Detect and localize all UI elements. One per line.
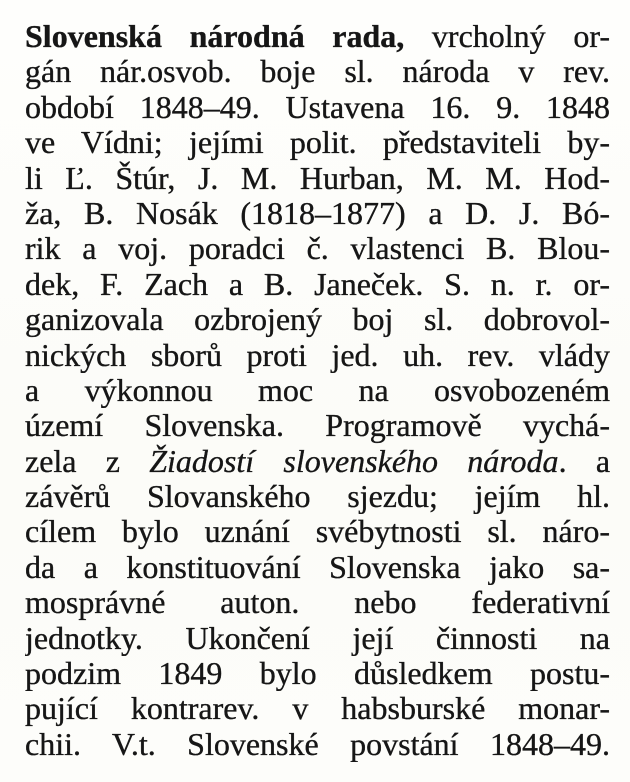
text-line xyxy=(25,161,610,196)
body-text-run: závěrů Slovanského sjezdu; jejím hl. xyxy=(25,479,610,515)
body-text-run: jednotky. Ukončení její činnosti na xyxy=(25,620,610,656)
body-text-run: . a xyxy=(558,443,610,479)
text-line xyxy=(25,514,610,549)
text-line xyxy=(25,444,610,479)
body-text-run: dek, F. Zach a B. Janeček. S. n. r. or- xyxy=(25,266,610,302)
body-text-run: ža, B. Nosák (1818–1877) a D. J. Bó- xyxy=(25,195,610,231)
body-text-run: ganizovala ozbrojený boj sl. dobrovol- xyxy=(25,302,610,338)
text-line xyxy=(25,302,610,337)
text-line xyxy=(25,408,610,443)
text-line xyxy=(25,656,610,691)
body-text-run: rik a voj. poradci č. vlastenci B. Blou- xyxy=(25,231,610,267)
body-text-run: období 1848–49. Ustavena 16. 9. 1848 xyxy=(25,89,610,125)
body-text-run: nických sborů proti jed. uh. rev. vlády xyxy=(25,337,610,373)
headword-bold-text: Slovenská národná rada, xyxy=(25,19,405,54)
text-line xyxy=(25,585,610,620)
cited-title-italic-text: Žiadostí slovenského národa xyxy=(149,443,559,479)
text-line xyxy=(25,19,610,54)
body-text-run: mosprávné auton. nebo federativní xyxy=(25,585,610,621)
body-text-run: li Ľ. Štúr, J. M. Hurban, M. M. Hod- xyxy=(25,160,610,196)
body-text-run: a výkonnou moc na osvobozeném xyxy=(25,372,610,408)
body-text-run: zela z xyxy=(25,443,150,479)
text-line xyxy=(25,621,610,656)
text-line xyxy=(25,90,610,125)
body-text-run: podzim 1849 bylo důsledkem postu- xyxy=(25,656,610,692)
text-line xyxy=(25,267,610,302)
text-line xyxy=(25,373,610,408)
body-text-run: da a konstituování Slovenska jako sa- xyxy=(25,549,610,585)
body-text-run: území Slovenska. Programově vychá- xyxy=(25,408,610,444)
entry-text xyxy=(25,19,610,762)
text-line xyxy=(25,231,610,266)
body-text-run: gán nár.osvob. boje sl. národa v rev. xyxy=(25,54,610,90)
text-line xyxy=(25,727,610,762)
text-line xyxy=(25,338,610,373)
body-text-run: pující kontrarev. v habsburské monar- xyxy=(25,691,610,727)
text-line xyxy=(25,125,610,160)
text-line xyxy=(25,691,610,726)
body-text-run: cílem bylo uznání svébytnosti sl. náro- xyxy=(25,514,610,550)
text-line xyxy=(25,550,610,585)
text-line xyxy=(25,479,610,514)
text-line xyxy=(25,54,610,89)
body-text-run: vrcholný or- xyxy=(404,19,610,54)
text-line xyxy=(25,196,610,231)
body-text-run: ve Vídni; jejími polit. představiteli by- xyxy=(25,125,610,161)
body-text-run: chii. V.t. Slovenské povstání 1848–49. xyxy=(25,726,610,762)
